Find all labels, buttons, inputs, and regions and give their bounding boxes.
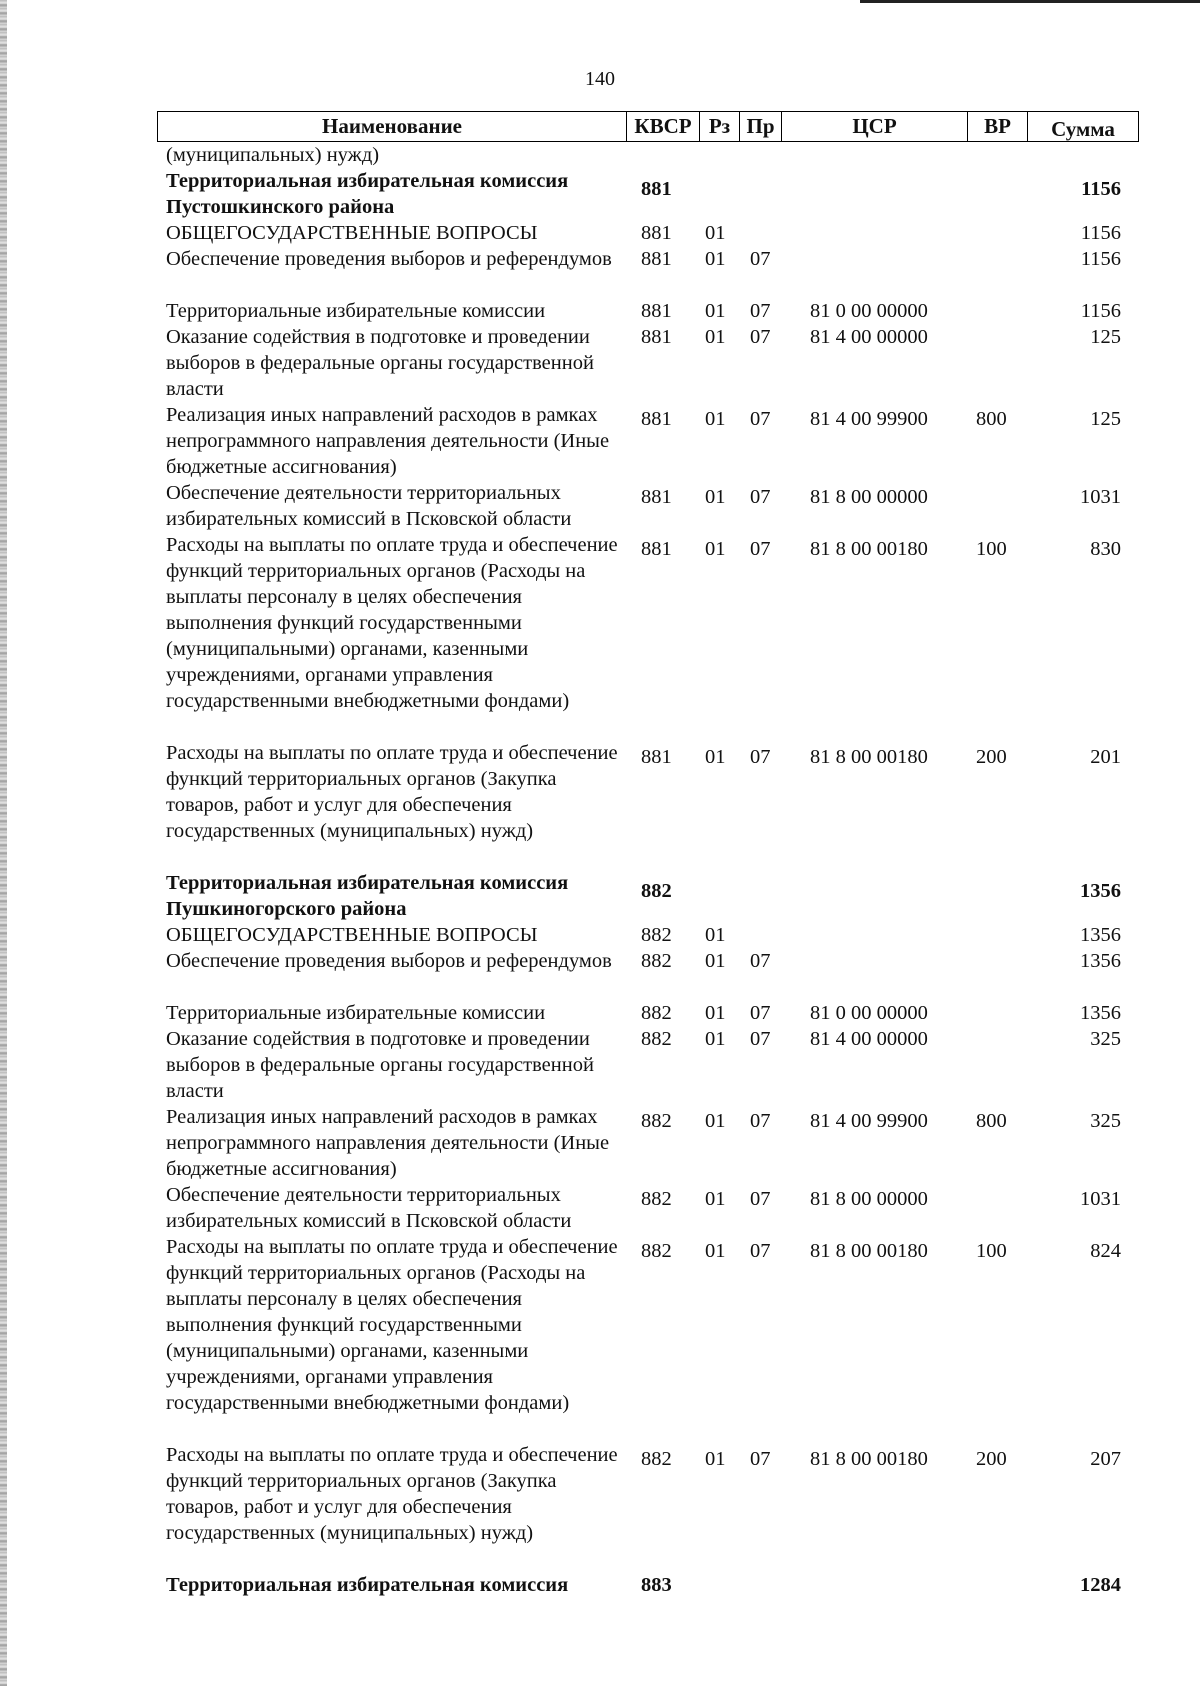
table-row: [157, 1234, 1139, 1442]
cell-csr: 81 0 00 00000: [810, 300, 928, 322]
cell-kvsr: 882: [641, 1110, 672, 1132]
cell-rz: 01: [705, 222, 726, 244]
table-row: [157, 740, 1139, 870]
cell-sum: 830: [1090, 538, 1121, 560]
cell-csr: 81 4 00 00000: [810, 326, 928, 348]
cell-sum: 207: [1090, 1448, 1121, 1470]
cell-rz: 01: [705, 1240, 726, 1262]
cell-name: Оказание содействия в подготовке и проведении выборов в федеральные органы государственной власти: [166, 1028, 594, 1102]
cell-name: Расходы на выплаты по оплате труда и обеспечение функций территориальных органов (Расходы на выплаты персоналу в целях обеспечения выполнения функций государственными (муниципальными) органами, казенными учреждениями, органами управления государственными внебюджетными фондами): [166, 1236, 618, 1414]
cell-pr: 07: [750, 746, 771, 768]
cell-name: Территориальные избирательные комиссии: [166, 300, 546, 322]
cell-sum: 1031: [1080, 1188, 1121, 1210]
table-row: [157, 480, 1139, 532]
cell-sum: 325: [1090, 1028, 1121, 1050]
cell-rz: 01: [705, 950, 726, 972]
table-row: [157, 532, 1139, 740]
table-row: [157, 402, 1139, 480]
cell-vr: 800: [976, 1110, 1007, 1132]
table-row: [157, 1000, 1139, 1026]
cell-rz: 01: [705, 1002, 726, 1024]
scan-edge-top: [860, 0, 1200, 3]
cell-sum: 1356: [1080, 950, 1121, 972]
cell-rz: 01: [705, 486, 726, 508]
cell-kvsr: 881: [641, 408, 672, 430]
cell-name: Территориальные избирательные комиссии: [166, 1002, 546, 1024]
cell-vr: 200: [976, 746, 1007, 768]
cell-name: Реализация иных направлений расходов в рамках непрограммного направления деятельности (Иные бюджетные ассигнования): [166, 404, 610, 478]
cell-kvsr: 882: [641, 950, 672, 972]
cell-kvsr: 882: [641, 1028, 672, 1050]
cell-sum: 1156: [1081, 178, 1121, 200]
cell-kvsr: 881: [641, 746, 672, 768]
cell-sum: 125: [1090, 326, 1121, 348]
cell-kvsr: 881: [641, 300, 672, 322]
cell-sum: 1356: [1080, 1002, 1121, 1024]
cell-name: Территориальная избирательная комиссия Пустошкинского района: [166, 170, 569, 218]
cell-sum: 1156: [1080, 222, 1121, 244]
cell-rz: 01: [705, 1110, 726, 1132]
cell-csr: 81 0 00 00000: [810, 1002, 928, 1024]
cell-name: Расходы на выплаты по оплате труда и обеспечение функций территориальных органов (Расходы на выплаты персоналу в целях обеспечения выполнения функций государственными (муниципальными) органами, казенными учреждениями, органами управления государственными внебюджетными фондами): [166, 534, 618, 712]
table-row: [157, 1026, 1139, 1104]
cell-name: Территориальная избирательная комиссия: [166, 1574, 569, 1596]
cell-vr: 200: [976, 1448, 1007, 1470]
cell-pr: 07: [750, 486, 771, 508]
cell-sum: 325: [1090, 1110, 1121, 1132]
cell-name: Расходы на выплаты по оплате труда и обеспечение функций территориальных органов (Закупка товаров, работ и услуг для обеспечения государственных (муниципальных) нужд): [166, 742, 618, 842]
table-row: [157, 1182, 1139, 1234]
cell-rz: 01: [705, 408, 726, 430]
cell-name: Расходы на выплаты по оплате труда и обеспечение функций территориальных органов (Закупка товаров, работ и услуг для обеспечения государственных (муниципальных) нужд): [166, 1444, 618, 1544]
cell-sum: 1156: [1080, 300, 1121, 322]
cell-pr: 07: [750, 1002, 771, 1024]
cell-name: ОБЩЕГОСУДАРСТВЕННЫЕ ВОПРОСЫ: [166, 924, 538, 946]
cell-rz: 01: [705, 538, 726, 560]
cell-sum: 201: [1090, 746, 1121, 768]
header-kvsr: КВСР: [627, 112, 700, 141]
cell-name: Оказание содействия в подготовке и проведении выборов в федеральные органы государственной власти: [166, 326, 594, 400]
cell-pr: 07: [750, 538, 771, 560]
table-row: [157, 1104, 1139, 1182]
cell-csr: 81 4 00 99900: [810, 408, 928, 430]
header-pr: Пр: [740, 112, 782, 141]
header-csr: ЦСР: [782, 112, 968, 141]
cell-sum: 1031: [1080, 486, 1121, 508]
cell-rz: 01: [705, 1448, 726, 1470]
cell-kvsr: 881: [641, 178, 672, 200]
cell-sum: 125: [1090, 408, 1121, 430]
cell-rz: 01: [705, 924, 726, 946]
cell-kvsr: 881: [641, 326, 672, 348]
cell-csr: 81 8 00 00180: [810, 1448, 928, 1470]
cell-pr: 07: [750, 326, 771, 348]
cell-pr: 07: [750, 1188, 771, 1210]
cell-name: Территориальная избирательная комиссия Пушкиногорского района: [166, 872, 569, 920]
cell-rz: 01: [705, 1028, 726, 1050]
table-row: [157, 1442, 1139, 1572]
table-row: [157, 948, 1139, 1000]
cell-kvsr: 882: [641, 1188, 672, 1210]
cell-kvsr: 883: [641, 1574, 672, 1596]
header-name: Наименование: [158, 112, 627, 141]
table-body: [157, 142, 1139, 1598]
table-row: [157, 298, 1139, 324]
cell-name: (муниципальных) нужд): [166, 144, 380, 166]
table-row: [157, 1572, 1139, 1598]
table-row: [157, 220, 1139, 246]
cell-csr: 81 8 00 00180: [810, 746, 928, 768]
budget-table: [157, 111, 1139, 1598]
cell-pr: 07: [750, 248, 771, 270]
scan-edge-left: [0, 0, 7, 1686]
cell-csr: 81 4 00 99900: [810, 1110, 928, 1132]
cell-kvsr: 882: [641, 880, 672, 902]
cell-pr: 07: [750, 1448, 771, 1470]
cell-csr: 81 8 00 00180: [810, 1240, 928, 1262]
cell-name: ОБЩЕГОСУДАРСТВЕННЫЕ ВОПРОСЫ: [166, 222, 538, 244]
cell-pr: 07: [750, 408, 771, 430]
cell-name: Обеспечение проведения выборов и референдумов: [166, 248, 612, 270]
cell-sum: 1156: [1080, 248, 1121, 270]
table-header: [157, 111, 1139, 142]
cell-kvsr: 881: [641, 538, 672, 560]
header-sum: Сумма: [1051, 117, 1115, 141]
cell-kvsr: 881: [641, 248, 672, 270]
page-number: 140: [585, 68, 615, 90]
cell-rz: 01: [705, 746, 726, 768]
cell-kvsr: 881: [641, 222, 672, 244]
cell-vr: 100: [976, 538, 1007, 560]
cell-sum: 1284: [1080, 1574, 1121, 1596]
cell-pr: 07: [750, 950, 771, 972]
cell-name: Обеспечение деятельности территориальных избирательных комиссий в Псковской области: [166, 1184, 572, 1232]
cell-sum: 824: [1090, 1240, 1121, 1262]
cell-vr: 800: [976, 408, 1007, 430]
cell-kvsr: 882: [641, 1240, 672, 1262]
cell-pr: 07: [750, 1110, 771, 1132]
table-row: [157, 324, 1139, 402]
table-row: [157, 142, 1139, 168]
cell-kvsr: 882: [641, 1002, 672, 1024]
cell-kvsr: 882: [641, 924, 672, 946]
header-rz: Рз: [700, 112, 740, 141]
cell-sum: 1356: [1080, 880, 1121, 902]
table-row: [157, 922, 1139, 948]
cell-name: Обеспечение деятельности территориальных избирательных комиссий в Псковской области: [166, 482, 572, 530]
cell-pr: 07: [750, 300, 771, 322]
cell-csr: 81 8 00 00000: [810, 1188, 928, 1210]
cell-csr: 81 8 00 00000: [810, 486, 928, 508]
cell-rz: 01: [705, 326, 726, 348]
table-row: [157, 870, 1139, 922]
cell-csr: 81 8 00 00180: [810, 538, 928, 560]
cell-rz: 01: [705, 300, 726, 322]
cell-kvsr: 881: [641, 486, 672, 508]
cell-vr: 100: [976, 1240, 1007, 1262]
table-row: [157, 246, 1139, 298]
cell-kvsr: 882: [641, 1448, 672, 1470]
cell-csr: 81 4 00 00000: [810, 1028, 928, 1050]
header-vr: ВР: [968, 112, 1028, 141]
table-row: [157, 168, 1139, 220]
cell-pr: 07: [750, 1028, 771, 1050]
cell-rz: 01: [705, 248, 726, 270]
cell-name: Обеспечение проведения выборов и референдумов: [166, 950, 612, 972]
cell-pr: 07: [750, 1240, 771, 1262]
cell-rz: 01: [705, 1188, 726, 1210]
cell-name: Реализация иных направлений расходов в рамках непрограммного направления деятельности (Иные бюджетные ассигнования): [166, 1106, 610, 1180]
cell-sum: 1356: [1080, 924, 1121, 946]
